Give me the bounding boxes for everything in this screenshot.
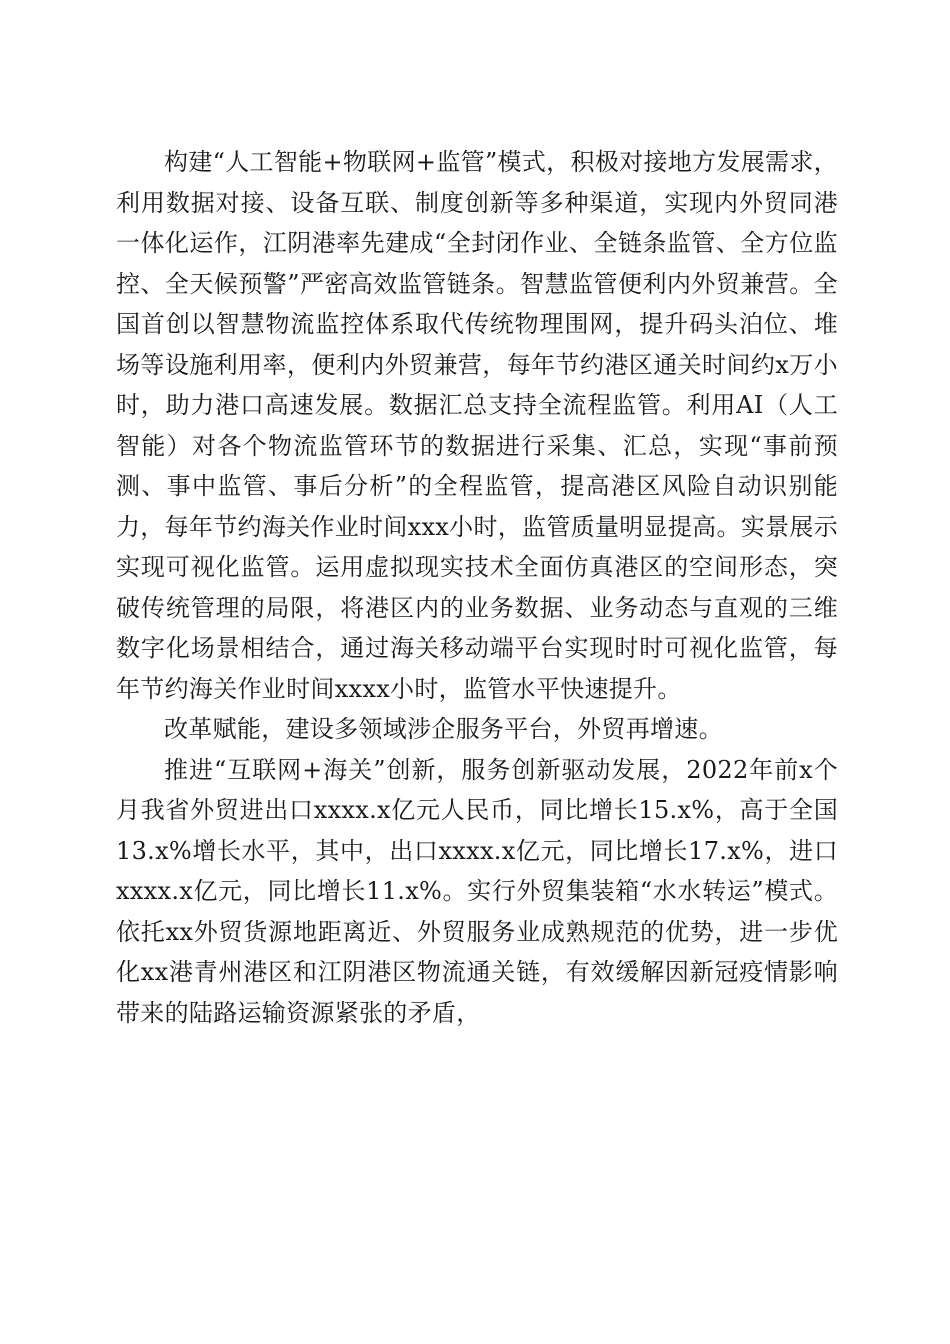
paragraph-reform-heading: 改革赋能，建设多领域涉企服务平台，外贸再增速。 — [164, 715, 723, 743]
paragraph-smart-supervision: 构建“人工智能+物联网+监管”模式，积极对接地方发展需求，利用数据对接、设备互联、制度创新等多种渠道，实现内外贸同港一体化运作，江阴港率先建成“全封闭作业、全链条监管、全方位监控、全天候预警”严密高效监管链条。智慧监管便利内外贸兼营。全国首创以智慧物流监控体系取代传统物理围网，提升码头泊位、堆场等设施利用率，便利内外贸兼营，每年节约港区通关时间约x万小时，助力港口高速发展。数据汇总支持全流程监管。利用AI（人工智能）对各个物流监管环节的数据进行采集、汇总，实现“事前预测、事中监管、事后分析”的全程监管，提高港区风险自动识别能力，每年节约海关作业时间xxx小时，监管质量明显提高。实景展示实现可视化监管。运用虚拟现实技术全面仿真港区的空间形态，突破传统管理的局限，将港区内的业务数据、业务动态与直观的三维数字化场景相结合，通过海关移动端平台实现时时可视化监管，每年节约海关作业时间xxxx小时，监管水平快速提升。 — [116, 148, 838, 703]
document-body — [116, 142, 838, 1033]
paragraph-internet-customs: 推进“互联网+海关”创新，服务创新驱动发展，2022年前x个月我省外贸进出口xxxx.x亿元人民币，同比增长15.x%，高于全国13.x%增长水平，其中，出口xxxx.x亿元，同比增长17.x%，进口xxxx.x亿元，同比增长11.x%。实行外贸集装箱“水水转运”模式。依托xx外贸货源地距离近、外贸服务业成熟规范的优势，进一步优化xx港青州港区和江阴港区物流通关链，有效缓解因新冠疫情影响带来的陆路运输资源紧张的矛盾， — [116, 755, 838, 1027]
